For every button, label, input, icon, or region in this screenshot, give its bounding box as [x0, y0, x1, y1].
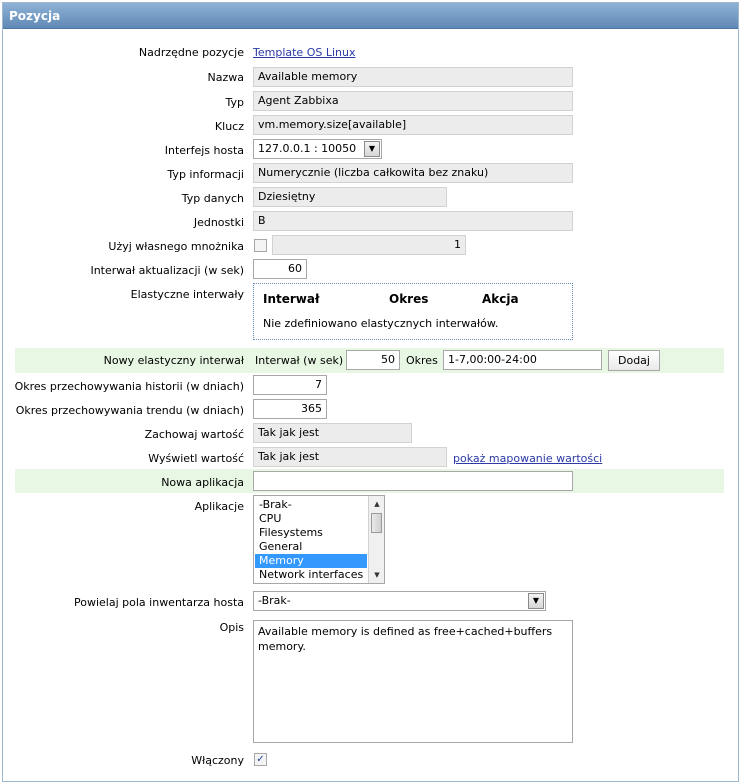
application-option[interactable]: -Brak- — [259, 498, 292, 511]
flexible-intervals-label: Elastyczne interwały — [130, 288, 244, 301]
show-value-mapping-link[interactable]: pokaż mapowanie wartości — [453, 452, 603, 465]
scroll-thumb[interactable] — [371, 513, 382, 533]
trends-label: Okres przechowywania trendu (w dniach) — [15, 404, 244, 417]
inventory-select[interactable] — [253, 591, 546, 611]
enabled-checkbox[interactable] — [254, 753, 267, 766]
multiplier-field: 1 — [272, 235, 466, 255]
units-field: B — [253, 211, 573, 231]
update-interval-label: Interwał aktualizacji (w sek) — [90, 264, 244, 277]
enabled-label: Włączony — [191, 754, 244, 767]
flexible-empty-message: Nie zdefiniowano elastycznych interwałów. — [263, 317, 499, 330]
add-flexible-button[interactable]: Dodaj — [608, 350, 660, 371]
multiplier-checkbox[interactable] — [254, 239, 267, 252]
chevron-down-icon: ▼ — [364, 141, 380, 157]
multiplier-label: Użyj własnego mnożnika — [108, 240, 244, 253]
panel-title: Pozycja — [3, 3, 738, 29]
description-label: Opis — [219, 621, 244, 634]
type-field: Agent Zabbixa — [253, 91, 573, 111]
flexible-col-interval: Interwał — [263, 292, 320, 306]
update-interval-input[interactable]: 60 — [253, 259, 307, 279]
type-of-info-label: Typ informacji — [167, 168, 244, 181]
inventory-label: Powielaj pola inwentarza hosta — [74, 596, 244, 609]
new-application-input[interactable] — [253, 471, 573, 491]
host-interface-label: Interfejs hosta — [164, 144, 244, 157]
new-flexible-label: Nowy elastyczny interwał — [103, 354, 244, 367]
scroll-up-icon[interactable]: ▲ — [374, 500, 380, 508]
host-interface-select[interactable] — [253, 139, 382, 159]
parent-template-link[interactable]: Template OS Linux — [253, 46, 356, 59]
chevron-down-icon: ▼ — [528, 593, 544, 609]
scroll-down-icon[interactable]: ▼ — [374, 571, 380, 579]
history-label: Okres przechowywania historii (w dniach) — [14, 380, 244, 393]
units-label: Jednostki — [193, 216, 244, 229]
store-value-field: Tak jak jest — [253, 423, 412, 443]
new-flexible-period-label: Okres — [406, 354, 438, 367]
new-flexible-interval-input[interactable]: 50 — [346, 350, 400, 370]
data-type-field: Dziesiętny — [253, 187, 447, 207]
key-field: vm.memory.size[available] — [253, 115, 573, 135]
inventory-value: -Brak- — [258, 594, 291, 607]
history-input[interactable]: 7 — [253, 375, 327, 395]
new-flexible-period-input[interactable]: 1-7,00:00-24:00 — [443, 350, 602, 370]
show-value-field: Tak jak jest — [253, 447, 447, 467]
type-of-info-field: Numerycznie (liczba całkowita bez znaku) — [253, 163, 573, 183]
applications-scrollbar[interactable] — [368, 496, 384, 583]
store-value-label: Zachowaj wartość — [144, 428, 244, 441]
trends-input[interactable]: 365 — [253, 399, 327, 419]
type-label: Typ — [225, 96, 244, 109]
flexible-intervals-table — [253, 283, 573, 340]
flexible-col-action: Akcja — [482, 292, 519, 306]
host-interface-value: 127.0.0.1 : 10050 — [258, 142, 357, 155]
applications-label: Aplikacje — [194, 500, 244, 513]
parent-items-label: Nadrzędne pozycje — [138, 46, 244, 59]
checkmark-icon: ✓ — [256, 754, 265, 765]
applications-listbox[interactable] — [253, 495, 385, 584]
application-option[interactable]: Network interfaces — [259, 568, 364, 581]
flexible-col-period: Okres — [389, 292, 429, 306]
name-label: Nazwa — [207, 71, 244, 84]
show-value-label: Wyświetl wartość — [148, 452, 244, 465]
application-option-selected[interactable]: Memory — [255, 554, 367, 568]
key-label: Klucz — [214, 120, 244, 133]
new-flexible-interval-label: Interwał (w sek) — [255, 354, 344, 367]
application-option[interactable]: CPU — [259, 512, 282, 525]
description-textarea[interactable] — [253, 620, 573, 743]
new-application-label: Nowa aplikacja — [161, 476, 244, 489]
name-field: Available memory — [253, 67, 573, 87]
application-option[interactable]: Filesystems — [259, 526, 323, 539]
application-option[interactable]: General — [259, 540, 303, 553]
data-type-label: Typ danych — [181, 192, 244, 205]
